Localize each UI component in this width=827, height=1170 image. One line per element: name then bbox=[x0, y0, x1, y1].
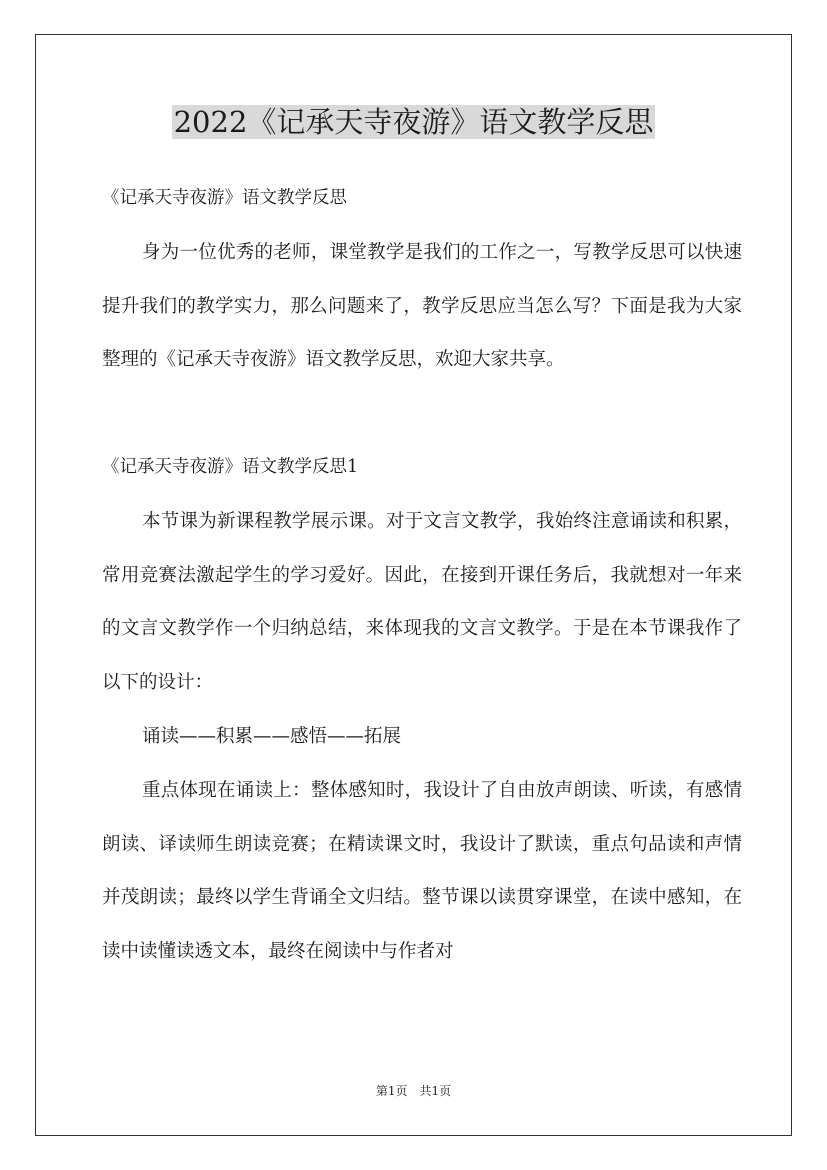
body-paragraph: 重点体现在诵读上：整体感知时，我设计了自由放声朗读、听读，有感情朗读、译读师生朗读竞赛；在精读课文时，我设计了默读，重点句品读和声情并茂朗读；最终以学生背诵全文归结。整节课以读贯穿课堂，在读中感知，在读中读懂读透文本，最终在阅读中与作者对 bbox=[102, 779, 742, 963]
document-body bbox=[102, 172, 742, 979]
page-footer: 第1页 共1页 bbox=[375, 1084, 452, 1098]
body-paragraph: 诵读——积累——感悟——拓展 bbox=[142, 725, 402, 747]
document-title bbox=[0, 100, 827, 144]
document-title-text: 2022《记承天寺夜游》语文教学反思 bbox=[173, 105, 654, 139]
intro-paragraph: 身为一位优秀的老师，课堂教学是我们的工作之一，写教学反思可以快速提升我们的教学实力，那么问题来了，教学反思应当怎么写？下面是我为大家整理的《记承天寺夜游》语文教学反思，欢迎大家共享。 bbox=[102, 241, 742, 371]
paragraph-spacer bbox=[102, 387, 742, 441]
document-subtitle: 《记承天寺夜游》语文教学反思 bbox=[102, 188, 347, 208]
body-paragraph: 本节课为新课程教学展示课。对于文言文教学，我始终注意诵读和积累，常用竞赛法激起学生的学习爱好。因此，在接到开课任务后，我就想对一年来的文言文教学作一个归纳总结，来体现我的文言文教学。于是在本节课我作了以下的设计： bbox=[102, 510, 742, 694]
section-heading: 《记承天寺夜游》语文教学反思1 bbox=[102, 456, 359, 477]
